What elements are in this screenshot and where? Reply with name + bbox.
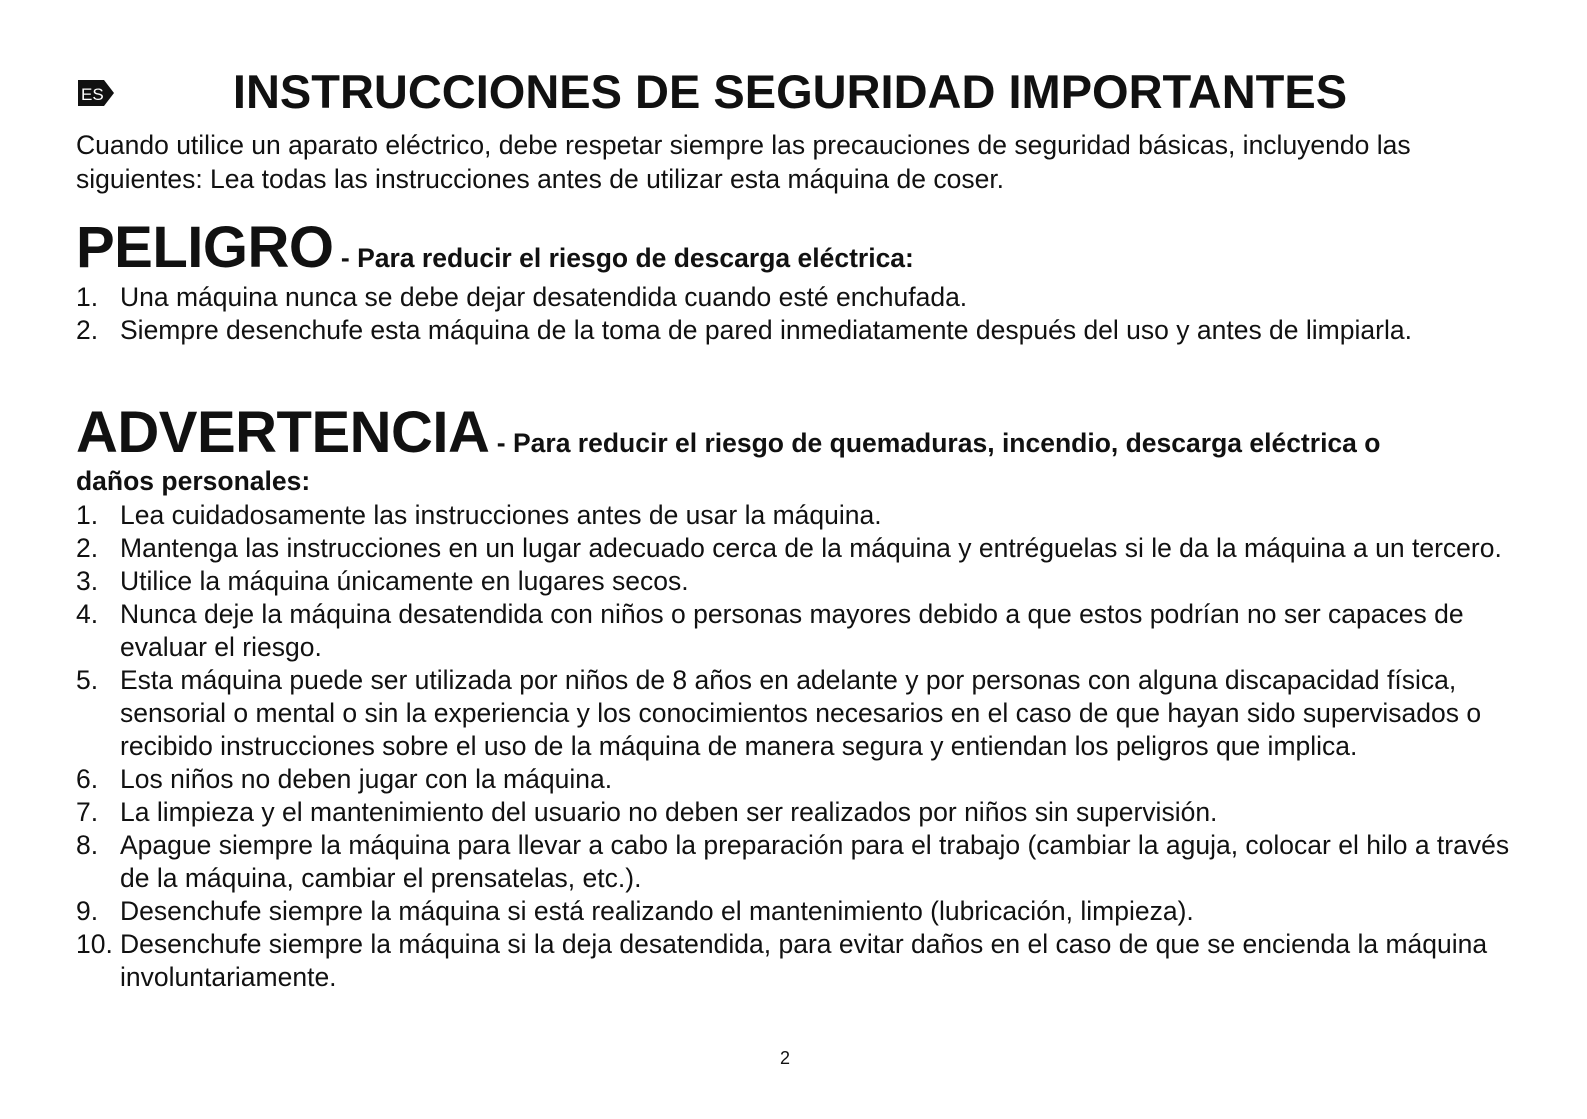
warning-heading: ADVERTENCIA	[76, 400, 490, 465]
list-item-text: Esta máquina puede ser utilizada por niños de 8 años en adelante y por personas con alguna discapacidad física, sensorial o mental o sin la experiencia y los conocimientos necesarios en el caso de que hayan sido supervisados o recibido instrucciones sobre el uso de la máquina de manera segura y entiendan los peligros que implica.	[120, 665, 1482, 761]
list-item-number: 2.	[76, 315, 99, 345]
list-item	[76, 598, 1516, 664]
list-item	[76, 532, 1516, 565]
list-item	[76, 499, 1516, 532]
list-item-number: 9.	[76, 896, 99, 926]
list-item-text: Mantenga las instrucciones en un lugar adecuado cerca de la máquina y entréguelas si le da la máquina a un tercero.	[120, 533, 1502, 563]
list-item	[76, 928, 1516, 994]
intro-paragraph: Cuando utilice un aparato eléctrico, debe respetar siempre las precauciones de seguridad básicas, incluyendo las siguientes: Lea todas las instrucciones antes de utilizar esta máquina de coser.	[76, 130, 1411, 194]
list-item	[76, 796, 1516, 829]
list-item-number: 7.	[76, 797, 99, 827]
warning-subheading: - Para reducir el riesgo de quemaduras, incendio, descarga eléctrica o	[489, 428, 1381, 458]
list-item	[76, 664, 1516, 763]
list-item-text: Apague siempre la máquina para llevar a cabo la preparación para el trabajo (cambiar la aguja, colocar el hilo a través de la máquina, cambiar el prensatelas, etc.).	[120, 830, 1510, 893]
list-item	[76, 314, 1516, 347]
list-item-text: Los niños no deben jugar con la máquina.	[120, 764, 613, 794]
list-item-text: Desenchufe siempre la máquina si la deja desatendida, para evitar daños en el caso de que se encienda la máquina involuntariamente.	[120, 929, 1488, 992]
warning-heading-block	[76, 401, 1516, 465]
list-item-number: 4.	[76, 599, 99, 629]
page-title: INSTRUCCIONES DE SEGURIDAD IMPORTANTES	[232, 65, 1348, 118]
list-item-number: 2.	[76, 533, 99, 563]
danger-heading: PELIGRO	[76, 215, 334, 280]
language-badge-icon	[76, 78, 116, 108]
danger-list	[76, 281, 1516, 347]
list-item-number: 3.	[76, 566, 99, 596]
list-item	[76, 565, 1516, 598]
page-number: 2	[779, 1048, 790, 1068]
list-item-number: 1.	[76, 282, 99, 312]
danger-subheading: - Para reducir el riesgo de descarga eléctrica:	[333, 243, 914, 273]
list-item-text: Desenchufe siempre la máquina si está realizando el mantenimiento (lubricación, limpieza).	[120, 896, 1194, 926]
list-item-number: 8.	[76, 830, 99, 860]
list-item-number: 1.	[76, 500, 99, 530]
list-item-number: 10.	[76, 929, 113, 959]
list-item-number: 5.	[76, 665, 99, 695]
warning-list	[76, 499, 1516, 994]
list-item	[76, 895, 1516, 928]
list-item	[76, 281, 1516, 314]
list-item	[76, 829, 1516, 895]
danger-heading-block	[76, 216, 1516, 280]
language-badge-label: ES	[81, 85, 104, 104]
list-item-text: Siempre desenchufe esta máquina de la toma de pared inmediatamente después del uso y antes de limpiarla.	[120, 315, 1412, 345]
list-item-text: Nunca deje la máquina desatendida con niños o personas mayores debido a que estos podrían no ser capaces de evaluar el riesgo.	[120, 599, 1464, 662]
list-item-number: 6.	[76, 764, 99, 794]
list-item-text: Utilice la máquina únicamente en lugares secos.	[120, 566, 689, 596]
list-item-text: La limpieza y el mantenimiento del usuario no deben ser realizados por niños sin supervisión.	[120, 797, 1218, 827]
list-item-text: Una máquina nunca se debe dejar desatendida cuando esté enchufada.	[120, 282, 968, 312]
list-item-text: Lea cuidadosamente las instrucciones antes de usar la máquina.	[120, 500, 882, 530]
warning-subheading-continued: daños personales:	[76, 466, 311, 496]
list-item	[76, 763, 1516, 796]
